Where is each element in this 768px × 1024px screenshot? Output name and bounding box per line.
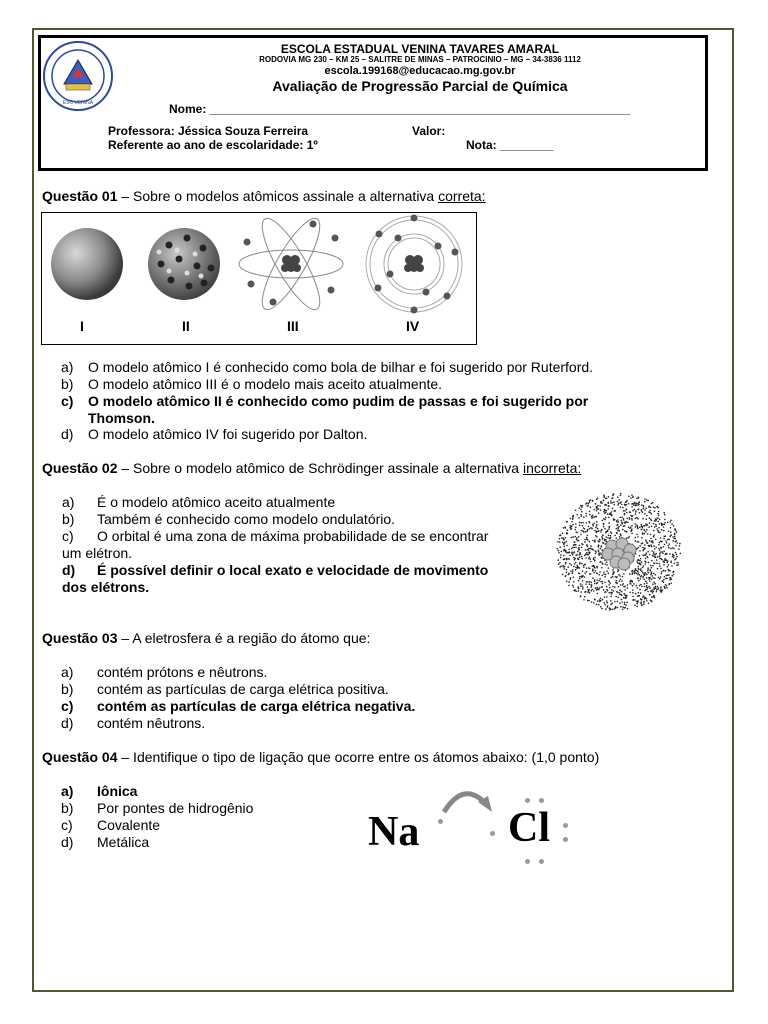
q1-option-c: O modelo atômico II é conhecido como pudim de passas e foi sugerido por: [88, 393, 589, 409]
figure-label-iii: III: [287, 318, 299, 334]
chlorine-electron-dot: [525, 859, 530, 864]
question-3-prompt: Questão 03 – A eletrosfera é a região do átomo que:: [42, 630, 371, 646]
q4-option-b-letter: b): [61, 800, 74, 816]
q3-option-a: contém prótons e nêutrons.: [97, 664, 268, 680]
q4-option-a-letter: a): [61, 783, 74, 799]
q2-option-b: Também é conhecido como modelo ondulatório.: [97, 511, 396, 527]
atomic-models-drawings: [41, 212, 477, 322]
q2-option-d-letter: d): [62, 562, 76, 578]
exam-title: Avaliação de Progressão Parcial de Química: [272, 78, 568, 94]
q3-option-b-letter: b): [61, 681, 74, 697]
q1-option-c-letter: c): [61, 393, 74, 409]
q4-option-d: Metálica: [97, 834, 150, 850]
q1-option-b-letter: b): [61, 376, 74, 392]
school-logo: [42, 40, 114, 112]
question-1-prompt: Questão 01 – Sobre o modelos atômicos assinale a alternativa correta:: [42, 188, 486, 204]
sodium-electron-dot: [438, 819, 443, 824]
chlorine-electron-dot: [490, 831, 495, 836]
q3-option-d: contém nêutrons.: [97, 715, 206, 731]
score-label: Nota: ________: [466, 138, 554, 152]
name-field-label: Nome: _______________________________________________________________: [169, 102, 631, 116]
svg-text:ESC VENINA: ESC VENINA: [62, 100, 94, 106]
q2-option-a: É o modelo atômico aceito atualmente: [97, 494, 336, 510]
electron-transfer-arrow-icon: [430, 780, 500, 820]
chlorine-symbol: Cl: [508, 805, 550, 851]
q4-option-b: Por pontes de hidrogênio: [97, 800, 254, 816]
figure-label-iv: IV: [406, 318, 420, 334]
q4-option-a: Iônica: [97, 783, 138, 799]
school-name: ESCOLA ESTADUAL VENINA TAVARES AMARAL: [280, 42, 560, 56]
question-2-prompt: Questão 02 – Sobre o modelo atômico de Schrödinger assinale a alternativa incorreta:: [42, 460, 582, 476]
q1-option-c-continued: Thomson.: [88, 410, 155, 426]
chlorine-electron-dot: [525, 798, 530, 803]
q4-option-c: Covalente: [97, 817, 161, 833]
q3-option-c-letter: c): [61, 698, 74, 714]
q2-option-b-letter: b): [62, 511, 75, 527]
q3-option-c: contém as partículas de carga elétrica negativa.: [97, 698, 416, 714]
grade-reference: Referente ao ano de escolaridade: 1º: [108, 138, 318, 152]
model-ii-plum-pudding: [148, 228, 220, 300]
chlorine-electron-dot: [563, 837, 568, 842]
q1-option-a-letter: a): [61, 359, 74, 375]
chlorine-electron-dot: [563, 823, 568, 828]
q3-option-d-letter: d): [61, 715, 74, 731]
q1-option-a: O modelo atômico I é conhecido como bola de bilhar e foi sugerido por Ruterford.: [88, 359, 594, 375]
q1-option-d-letter: d): [61, 426, 74, 442]
chlorine-electron-dot: [539, 859, 544, 864]
model-iii-nucleus: [281, 255, 301, 272]
q3-option-a-letter: a): [61, 664, 74, 680]
electron-cloud-image: [550, 488, 688, 616]
q2-option-d: É possível definir o local exato e velocidade de movimento: [97, 562, 489, 578]
model-i-sphere: [51, 228, 123, 300]
teacher-name: Professora: Jéssica Souza Ferreira: [108, 124, 309, 138]
figure-label-i: I: [80, 318, 84, 334]
q4-option-c-letter: c): [61, 817, 73, 833]
q2-option-c-continued: um elétron.: [62, 545, 133, 561]
question-4-prompt: Questão 04 – Identifique o tipo de ligação que ocorre entre os átomos abaixo: (1,0 ponto): [42, 749, 600, 765]
sodium-symbol: Na: [368, 809, 420, 855]
q2-option-c: O orbital é uma zona de máxima probabilidade de se encontrar: [97, 528, 489, 544]
value-label: Valor:: [412, 124, 446, 138]
model-iv-nucleus: [404, 255, 424, 272]
q3-option-b: contém as partículas de carga elétrica positiva.: [97, 681, 389, 697]
q2-option-d-continued: dos elétrons.: [62, 579, 150, 595]
school-email: escola.199168@educacao.mg.gov.br: [324, 65, 516, 77]
q2-option-c-letter: c): [62, 528, 74, 544]
q2-option-a-letter: a): [62, 494, 75, 510]
school-address: RODOVIA MG 230 – KM 25 – SALITRE DE MINAS – PATROCINIO – MG – 34-3836 1112: [259, 55, 581, 64]
figure-label-ii: II: [182, 318, 190, 334]
chlorine-electron-dot: [539, 798, 544, 803]
q4-option-d-letter: d): [61, 834, 74, 850]
q1-option-b: O modelo atômico III é o modelo mais aceito atualmente.: [88, 376, 443, 392]
q1-option-d: O modelo atômico IV foi sugerido por Dalton.: [88, 426, 368, 442]
